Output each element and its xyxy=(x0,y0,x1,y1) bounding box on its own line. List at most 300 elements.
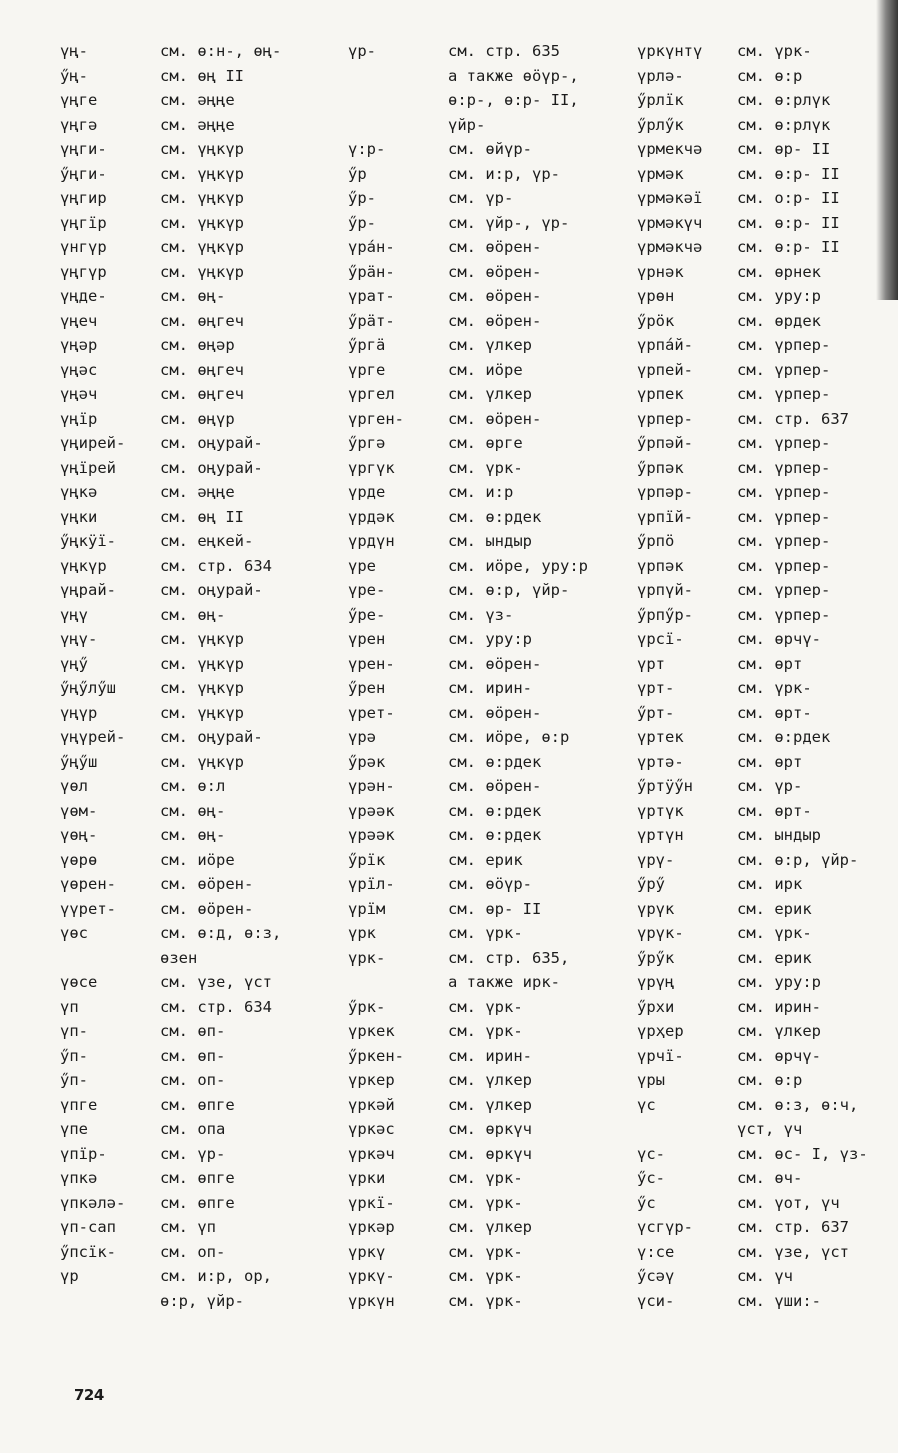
entry-headword: үөң- xyxy=(60,826,98,844)
entry-headword: үры xyxy=(637,1071,665,1089)
entry-reference: см. ө:рдек xyxy=(448,507,542,526)
entry-headword: ӳрен xyxy=(348,679,386,697)
entry-headword: үөм- xyxy=(60,801,98,820)
dictionary-entry xyxy=(348,676,588,701)
entry-reference: см. стр. 637 xyxy=(737,409,849,428)
entry-headword: үрмәкүч xyxy=(637,213,703,232)
entry-headword: үрїм xyxy=(348,899,386,918)
entry-headword: үртек xyxy=(637,728,684,746)
entry-reference: см. үрк- xyxy=(737,42,812,60)
dictionary-entry xyxy=(60,407,281,432)
entry-reference: см. үрк- xyxy=(448,1193,523,1212)
dictionary-entry xyxy=(637,1019,868,1044)
dictionary-entry xyxy=(637,1264,868,1289)
entry-reference: см. ө:рлүк xyxy=(737,115,831,134)
entry-headword: үрен xyxy=(348,630,386,648)
dictionary-entry xyxy=(348,578,588,603)
dictionary-entry xyxy=(348,382,588,407)
entry-headword: үңирей- xyxy=(60,434,126,452)
dictionary-entry xyxy=(348,1264,588,1289)
entry-headword: ӳрїк xyxy=(348,850,386,869)
entry-headword: ӳп- xyxy=(60,1046,88,1065)
dictionary-entry xyxy=(637,137,868,162)
dictionary-entry xyxy=(637,970,868,995)
entry-reference: үйр- xyxy=(448,115,486,134)
entry-headword: үрпәр- xyxy=(637,483,693,501)
dictionary-entry xyxy=(348,774,588,799)
entry-headword: үпкә xyxy=(60,1169,98,1187)
entry-reference: см. оңурай- xyxy=(160,581,263,599)
dictionary-entry xyxy=(348,529,588,554)
dictionary-entry xyxy=(60,162,281,187)
dictionary-entry xyxy=(348,627,588,652)
entry-reference: см. стр. 634 xyxy=(160,997,272,1016)
dictionary-entry xyxy=(60,603,281,628)
page-number: 724 xyxy=(74,1386,104,1404)
entry-reference: см. үрк- xyxy=(448,997,523,1016)
entry-reference: а также ирк- xyxy=(448,973,560,991)
entry-reference: см. ындыр xyxy=(737,826,821,844)
entry-headword: үп-сап xyxy=(60,1218,116,1236)
dictionary-entry xyxy=(60,676,281,701)
dictionary-entry xyxy=(637,823,868,848)
dictionary-entry xyxy=(60,456,281,481)
dictionary-entry xyxy=(348,309,588,334)
entry-headword: үркәч xyxy=(348,1144,395,1163)
entry-headword: ӳс- xyxy=(637,1169,665,1187)
dictionary-entry xyxy=(637,1142,868,1167)
entry-reference: см. өӧрен- xyxy=(448,311,542,330)
dictionary-entry xyxy=(637,946,868,971)
entry-headword: ӳрпӧ xyxy=(637,532,675,550)
entry-headword: ӳсәү xyxy=(637,1267,675,1285)
entry-reference: см. үзе, үст xyxy=(160,973,272,991)
entry-reference: см. өп- xyxy=(160,1046,226,1065)
entry-headword: үңәс xyxy=(60,360,98,379)
dictionary-entry xyxy=(60,260,281,285)
entry-reference: см. оңурай- xyxy=(160,728,263,746)
entry-reference: см. и:р, үр- xyxy=(448,164,560,183)
entry-reference: см. ерик xyxy=(448,850,523,869)
entry-headword: үрмекчә xyxy=(637,140,703,158)
entry-reference: см. иӧре, уру:р xyxy=(448,556,588,575)
dictionary-entry xyxy=(60,848,281,873)
entry-reference: см. өӧрен- xyxy=(448,287,542,305)
dictionary-entry xyxy=(348,750,588,775)
entry-reference: см. үңкүр xyxy=(160,703,244,722)
dictionary-column-2 xyxy=(348,39,588,1313)
entry-reference: см. иӧре, ө:р xyxy=(448,728,570,746)
entry-reference: см. өр- II xyxy=(448,899,542,918)
entry-headword: үңәч xyxy=(60,385,98,403)
entry-reference: см. өч- xyxy=(737,1169,803,1187)
dictionary-entry xyxy=(637,211,868,236)
dictionary-entry xyxy=(637,39,868,64)
entry-reference: өзен xyxy=(160,948,198,967)
dictionary-entry xyxy=(60,39,281,64)
dictionary-entry xyxy=(60,64,281,89)
entry-reference: см. үлкер xyxy=(448,336,532,354)
entry-headword: үрнәк xyxy=(637,262,684,281)
entry-headword: ӳр xyxy=(348,164,367,183)
entry-reference: см. өйүр- xyxy=(448,140,532,158)
entry-headword: ӳргӓ xyxy=(348,336,386,354)
dictionary-entry xyxy=(637,1068,868,1093)
dictionary-entry xyxy=(637,872,868,897)
entry-reference: см. стр. 635 xyxy=(448,42,560,60)
entry-headword: үрсї- xyxy=(637,630,684,648)
entry-headword: ӳңги- xyxy=(60,164,107,183)
dictionary-entry xyxy=(60,921,281,946)
entry-headword: ӳңӳш xyxy=(60,752,98,771)
entry-reference: см. ирин- xyxy=(448,1046,532,1065)
entry-headword: үң- xyxy=(60,42,88,60)
entry-reference: см. ерик xyxy=(737,948,812,967)
entry-reference: см. стр. 637 xyxy=(737,1218,849,1236)
dictionary-entry xyxy=(348,1289,588,1314)
entry-headword: ӳртӱӳн xyxy=(637,777,693,795)
dictionary-entry xyxy=(60,946,281,971)
entry-reference: см. үр- xyxy=(448,189,514,207)
dictionary-entry xyxy=(60,137,281,162)
entry-reference: см. о:р- II xyxy=(737,189,840,207)
dictionary-entry xyxy=(60,578,281,603)
entry-reference: см. өӧрен- xyxy=(160,899,254,918)
entry-headword: үргүк xyxy=(348,458,395,477)
dictionary-entry xyxy=(348,113,588,138)
dictionary-entry xyxy=(348,431,588,456)
dictionary-entry xyxy=(60,1191,281,1216)
entry-reference: см. үрк- xyxy=(737,679,812,697)
entry-headword: үре- xyxy=(348,581,386,599)
dictionary-entry xyxy=(637,603,868,628)
entry-headword: үр xyxy=(60,1267,79,1285)
entry-headword: ӳрт- xyxy=(637,703,675,722)
entry-reference: см. өӧрен- xyxy=(448,703,542,722)
entry-headword: ӳп- xyxy=(60,1071,88,1089)
entry-headword: үркәй xyxy=(348,1095,395,1114)
entry-reference: үст, үч xyxy=(737,1120,803,1138)
entry-reference: см. өӧрен- xyxy=(448,409,542,428)
dictionary-entry xyxy=(637,431,868,456)
entry-reference: см. ө:рлүк xyxy=(737,91,831,109)
dictionary-entry xyxy=(60,872,281,897)
entry-reference: см. өркүч xyxy=(448,1144,532,1163)
entry-reference: см. ө:р- II xyxy=(737,238,840,256)
dictionary-entry xyxy=(637,1191,868,1216)
entry-headword: үре xyxy=(348,556,376,575)
entry-headword: ӳң- xyxy=(60,66,88,85)
dictionary-entry xyxy=(60,1117,281,1142)
entry-headword: ӳңӳлӳш xyxy=(60,679,116,697)
dictionary-entry xyxy=(637,333,868,358)
dictionary-entry xyxy=(348,872,588,897)
entry-headword: үңгїр xyxy=(60,213,107,232)
dictionary-entry xyxy=(60,431,281,456)
entry-reference: см. үңкүр xyxy=(160,189,244,207)
entry-reference: см. оңурай- xyxy=(160,458,263,477)
dictionary-entry xyxy=(60,823,281,848)
entry-headword: ӳргә xyxy=(348,434,386,452)
entry-headword: үңге xyxy=(60,91,98,109)
dictionary-entry xyxy=(637,235,868,260)
dictionary-column-3 xyxy=(637,39,868,1313)
entry-reference: см. уру:р xyxy=(737,973,821,991)
dictionary-entry xyxy=(60,480,281,505)
entry-reference: см. үңкүр xyxy=(160,679,244,697)
entry-reference: см. өң- xyxy=(160,605,226,624)
entry-reference: см. әңңе xyxy=(160,91,235,109)
dictionary-entry xyxy=(348,701,588,726)
entry-headword: үркәс xyxy=(348,1120,395,1138)
entry-reference: см. үрпер- xyxy=(737,336,831,354)
entry-reference: см. өс- I, үз- xyxy=(737,1144,868,1163)
dictionary-column-1 xyxy=(60,39,281,1313)
entry-reference: см. өң- xyxy=(160,287,226,305)
dictionary-entry xyxy=(348,725,588,750)
dictionary-entry xyxy=(60,309,281,334)
entry-headword: үңгир xyxy=(60,189,107,207)
dictionary-entry xyxy=(637,750,868,775)
entry-headword: үрк xyxy=(348,924,376,942)
dictionary-entry xyxy=(348,897,588,922)
dictionary-entry xyxy=(637,382,868,407)
entry-reference: см. әңңе xyxy=(160,115,235,134)
dictionary-entry xyxy=(60,333,281,358)
dictionary-entry xyxy=(60,554,281,579)
entry-reference: см. ө:р- II xyxy=(737,164,840,183)
entry-headword: ӳркен- xyxy=(348,1046,404,1065)
entry-headword: үркек xyxy=(348,1022,395,1040)
dictionary-entry xyxy=(60,995,281,1020)
entry-headword: үңӳ xyxy=(60,654,88,673)
dictionary-entry xyxy=(637,113,868,138)
entry-reference: см. үрпер- xyxy=(737,434,831,452)
entry-headword: үңрай- xyxy=(60,581,116,599)
entry-headword: үрен- xyxy=(348,654,395,673)
dictionary-entry xyxy=(60,284,281,309)
entry-headword: ӳрӧк xyxy=(637,311,675,330)
dictionary-entry xyxy=(60,1166,281,1191)
dictionary-entry xyxy=(348,480,588,505)
dictionary-entry xyxy=(348,1215,588,1240)
entry-headword: үңеч xyxy=(60,311,98,330)
entry-reference: см. үрк- xyxy=(448,924,523,942)
entry-reference: см. ө:з, ө:ч, xyxy=(737,1095,859,1114)
dictionary-entry xyxy=(348,211,588,236)
entry-reference: см. өң- xyxy=(160,801,226,820)
entry-headword: үрүң xyxy=(637,973,675,991)
dictionary-entry xyxy=(637,725,868,750)
entry-reference: см. уру:р xyxy=(737,287,821,305)
entry-reference: см. үрпер- xyxy=(737,532,831,550)
entry-headword: ӳрӳ xyxy=(637,875,665,893)
entry-reference: см. оп- xyxy=(160,1242,226,1261)
dictionary-entry xyxy=(60,627,281,652)
dictionary-entry xyxy=(60,1068,281,1093)
entry-reference: см. өңәр xyxy=(160,336,235,354)
entry-reference: см. үлкер xyxy=(448,1095,532,1114)
dictionary-entry xyxy=(348,603,588,628)
dictionary-entry xyxy=(348,995,588,1020)
dictionary-entry xyxy=(60,750,281,775)
entry-headword: ӳс xyxy=(637,1193,656,1212)
entry-reference: см. өрнек xyxy=(737,262,821,281)
entry-headword: үрдәк xyxy=(348,507,395,526)
dictionary-entry xyxy=(60,358,281,383)
entry-reference: см. и:р xyxy=(448,483,514,501)
entry-reference: см. өӧрен- xyxy=(448,777,542,795)
entry-headword: үрпей- xyxy=(637,360,693,379)
entry-reference: см. уру:р xyxy=(448,630,532,648)
dictionary-entry xyxy=(348,284,588,309)
dictionary-entry xyxy=(637,897,868,922)
entry-headword: үпїр- xyxy=(60,1144,107,1163)
entry-headword: үрлә- xyxy=(637,66,684,85)
entry-headword: үрмәк xyxy=(637,164,684,183)
dictionary-entry xyxy=(348,162,588,187)
dictionary-entry xyxy=(637,578,868,603)
entry-headword: ӳрӳк xyxy=(637,948,675,967)
entry-headword: үртүк xyxy=(637,801,684,820)
entry-headword: үрет- xyxy=(348,703,395,722)
dictionary-entry xyxy=(637,921,868,946)
entry-headword: үрпәк xyxy=(637,556,684,575)
dictionary-entry xyxy=(637,407,868,432)
entry-reference: см. иӧре xyxy=(448,360,523,379)
entry-headword: үс xyxy=(637,1095,656,1114)
entry-reference: см. үз- xyxy=(448,605,514,624)
entry-reference: см. иӧре xyxy=(160,850,235,869)
entry-headword: үпге xyxy=(60,1095,98,1114)
dictionary-entry xyxy=(637,1240,868,1265)
entry-headword: үп xyxy=(60,997,79,1016)
dictionary-entry xyxy=(60,1289,281,1314)
entry-reference: см. өрчү- xyxy=(737,1046,821,1065)
dictionary-entry xyxy=(348,358,588,383)
entry-reference: см. өр- II xyxy=(737,140,831,158)
entry-headword: ӳпсїк- xyxy=(60,1242,116,1261)
entry-headword: үрәәк xyxy=(348,826,395,844)
entry-reference: см. ө:рдек xyxy=(737,728,831,746)
entry-headword: үрмәкәї xyxy=(637,189,703,207)
dictionary-entry xyxy=(348,823,588,848)
entry-reference: см. үңкүр xyxy=(160,654,244,673)
entry-reference: см. ө:р- II xyxy=(737,213,840,232)
entry-reference: см. ө:рдек xyxy=(448,826,542,844)
dictionary-entry xyxy=(348,921,588,946)
dictionary-entry xyxy=(60,1019,281,1044)
entry-reference: см. үрпер- xyxy=(737,605,831,624)
entry-reference: см. өӧрен- xyxy=(448,654,542,673)
dictionary-entry xyxy=(348,1093,588,1118)
entry-reference: см. өрчү- xyxy=(737,630,821,648)
dictionary-entry xyxy=(348,946,588,971)
entry-headword: үрт- xyxy=(637,679,675,697)
entry-reference: см. өрт xyxy=(737,654,803,673)
entry-reference: см. үзе, үст xyxy=(737,1242,849,1261)
entry-headword: үркї- xyxy=(348,1193,395,1212)
entry-headword: ӳрәк xyxy=(348,752,386,771)
entry-headword: үрәәк xyxy=(348,801,395,820)
entry-headword: үркәр xyxy=(348,1218,395,1236)
dictionary-entry xyxy=(637,529,868,554)
entry-headword: ӳңкӱї- xyxy=(60,532,116,550)
entry-reference: см. өпге xyxy=(160,1095,235,1114)
entry-headword: үра́н- xyxy=(348,238,395,256)
entry-reference: см. өрге xyxy=(448,434,523,452)
entry-reference: см. үот, үч xyxy=(737,1193,840,1212)
entry-headword: үңде- xyxy=(60,287,107,305)
dictionary-entry xyxy=(637,627,868,652)
entry-reference: см. үлкер xyxy=(448,1218,532,1236)
entry-headword: үрки xyxy=(348,1169,386,1187)
dictionary-entry xyxy=(637,995,868,1020)
entry-headword: үрпа́й- xyxy=(637,336,693,354)
entry-headword: үргел xyxy=(348,385,395,403)
entry-reference: см. өп- xyxy=(160,1022,226,1040)
entry-headword: үңү- xyxy=(60,630,98,648)
dictionary-entry xyxy=(60,186,281,211)
entry-reference: см. өңүр xyxy=(160,409,235,428)
entry-headword: үрү- xyxy=(637,850,675,869)
dictionary-entry xyxy=(60,970,281,995)
entry-reference: см. өӧрен- xyxy=(448,238,542,256)
entry-headword: үңїр xyxy=(60,409,98,428)
entry-headword: ӳрпәй- xyxy=(637,434,693,452)
entry-reference: см. үрпер- xyxy=(737,458,831,477)
entry-headword: үрпер- xyxy=(637,409,693,428)
dictionary-entry xyxy=(637,480,868,505)
entry-headword: үңгүр xyxy=(60,262,107,281)
page-edge-shadow xyxy=(876,0,898,300)
entry-reference: см. өӧүр- xyxy=(448,875,532,893)
entry-headword: ӳрпӳр- xyxy=(637,605,693,624)
entry-reference: см. үрк- xyxy=(448,1267,523,1285)
dictionary-entry xyxy=(348,1166,588,1191)
entry-reference: см. өпге xyxy=(160,1193,235,1212)
entry-headword: үрк- xyxy=(348,948,386,967)
entry-reference: см. и:р, ор, xyxy=(160,1267,272,1285)
dictionary-entry xyxy=(60,382,281,407)
dictionary-entry xyxy=(637,1215,868,1240)
entry-headword: үрчї- xyxy=(637,1046,684,1065)
dictionary-entry xyxy=(637,774,868,799)
dictionary-entry xyxy=(348,848,588,873)
entry-reference: см. ирин- xyxy=(737,997,821,1016)
entry-headword: үңүр xyxy=(60,703,98,722)
entry-headword: үөл xyxy=(60,777,88,795)
entry-reference: см. үп xyxy=(160,1218,216,1236)
dictionary-entry xyxy=(348,88,588,113)
dictionary-entry xyxy=(60,652,281,677)
entry-headword: үңү xyxy=(60,605,88,624)
dictionary-entry xyxy=(60,235,281,260)
entry-headword: үрүк- xyxy=(637,924,684,942)
dictionary-entry xyxy=(348,333,588,358)
dictionary-entry xyxy=(637,456,868,481)
dictionary-entry xyxy=(637,186,868,211)
entry-headword: үркүн xyxy=(348,1291,395,1310)
dictionary-entry xyxy=(637,358,868,383)
entry-headword: ӳрк- xyxy=(348,997,386,1016)
dictionary-entry xyxy=(60,1264,281,1289)
dictionary-entry xyxy=(348,1019,588,1044)
dictionary-entry xyxy=(348,137,588,162)
dictionary-entry xyxy=(637,284,868,309)
entry-reference: см. үлкер xyxy=(737,1022,821,1040)
entry-reference: см. үңкүр xyxy=(160,238,244,256)
